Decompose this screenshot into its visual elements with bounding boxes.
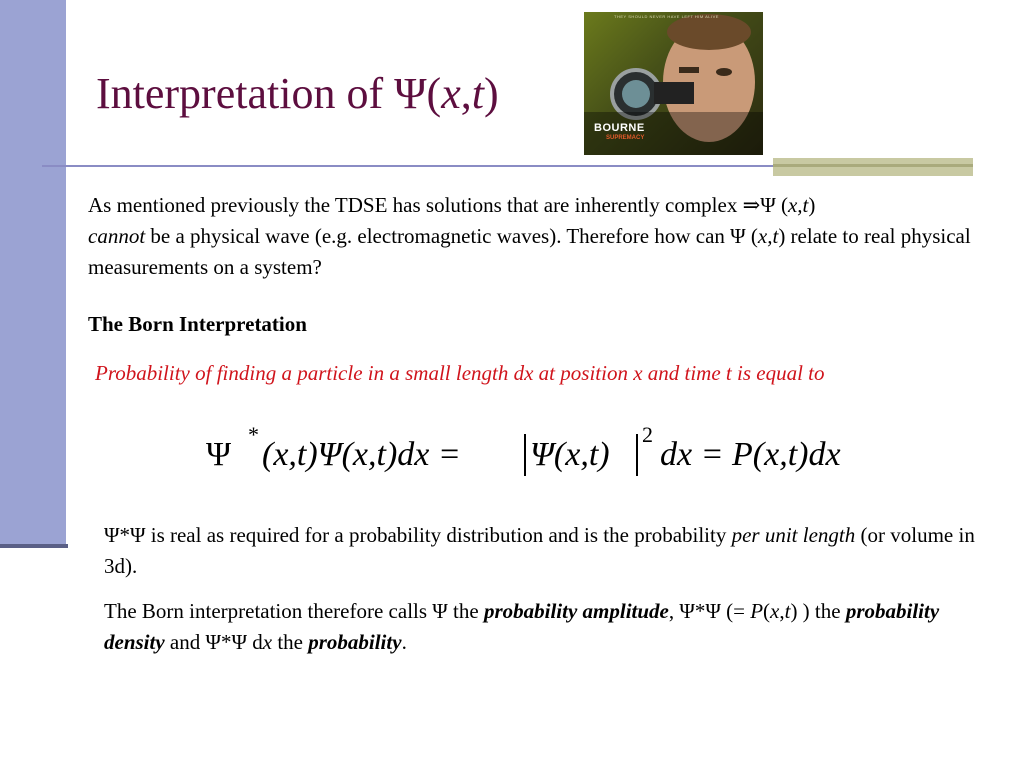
left-accent-bar-shadow bbox=[0, 544, 68, 548]
paragraph-real-probability: Ψ*Ψ is real as required for a probability distribution and is the probability per unit length (or volume in 3d). bbox=[104, 523, 975, 578]
eq-part2: dx = P(x,t)dx bbox=[660, 436, 841, 473]
poster-subtitle: SUPREMACY bbox=[606, 135, 645, 141]
paragraph-born-terms: The Born interpretation therefore calls Ψ the probability amplitude, Ψ*Ψ (= P(x,t) ) the probability density and Ψ*Ψ dx the probability. bbox=[104, 599, 940, 654]
section-heading: The Born Interpretation bbox=[88, 312, 307, 336]
intro-paragraph: As mentioned previously the TDSE has solutions that are inherently complex ⇒Ψ (x,t) cannot be a physical wave (e.g. electromagnetic waves). Therefore how can Ψ (x,t) relate to real physical measurements on a system? bbox=[88, 193, 971, 279]
born-equation bbox=[206, 422, 896, 490]
eq-square: 2 bbox=[642, 422, 653, 447]
poster-logo: BOURNE bbox=[594, 122, 645, 134]
movie-poster-image bbox=[584, 12, 763, 155]
born-statement: Probability of finding a particle in a small length dx at position x and time t is equal to bbox=[95, 361, 825, 385]
title-accent-block bbox=[773, 158, 973, 176]
eq-abs-left bbox=[524, 434, 526, 476]
eq-abs-right bbox=[636, 434, 638, 476]
poster-tagline: THEY SHOULD NEVER HAVE LEFT HIM ALIVE bbox=[614, 14, 719, 19]
eq-abs-content: Ψ(x,t) bbox=[530, 436, 610, 473]
eq-psi: Ψ bbox=[206, 436, 232, 473]
slide-title: Interpretation of Ψ(x,t) bbox=[96, 69, 499, 118]
eq-part1: (x,t)Ψ(x,t)dx = bbox=[262, 436, 461, 473]
left-accent-bar bbox=[0, 0, 66, 546]
eq-conjugate-star: * bbox=[248, 422, 259, 447]
